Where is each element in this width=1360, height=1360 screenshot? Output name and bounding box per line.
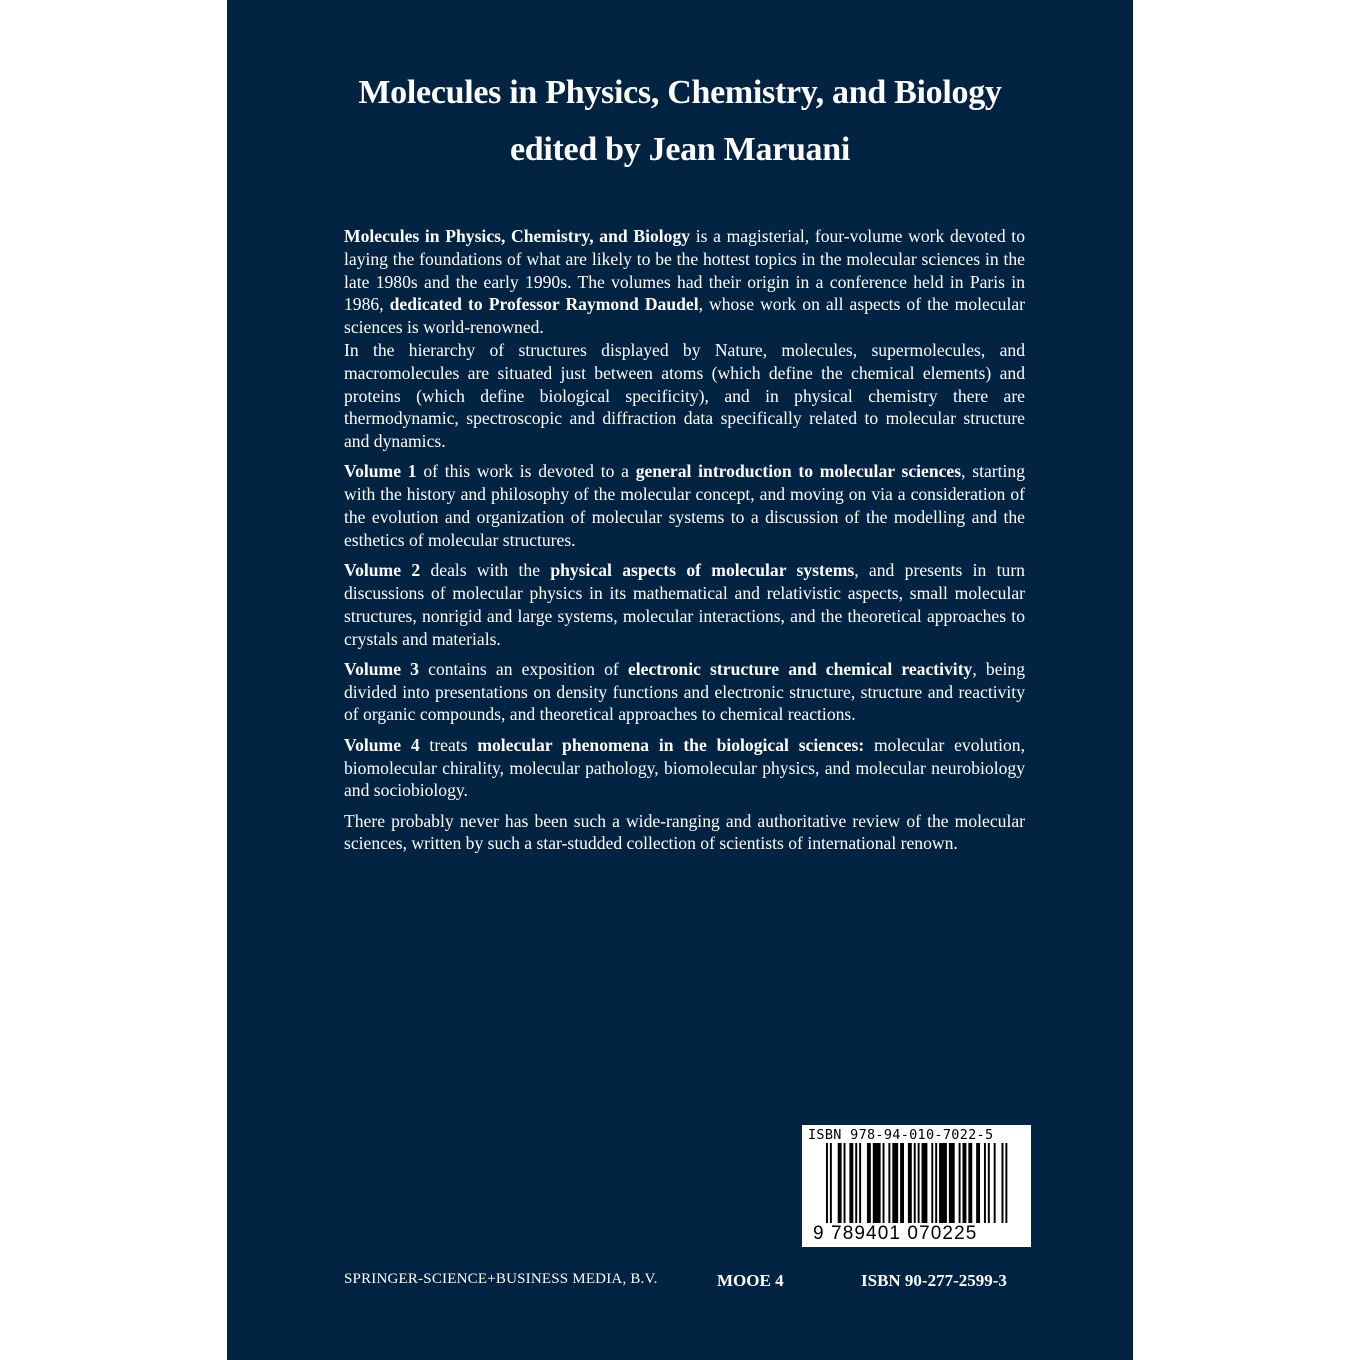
volume-2-label: Volume 2 — [344, 560, 421, 581]
barcode-stripe — [914, 1143, 916, 1223]
volume-1-label: Volume 1 — [344, 461, 417, 482]
intro-lead: Molecules in Physics, Chemistry, and Biology — [344, 226, 691, 246]
volume-4-paragraph — [344, 734, 1025, 802]
volume-4-label: Volume 4 — [344, 734, 420, 755]
publisher-name: SPRINGER-SCIENCE+BUSINESS MEDIA, B.V. — [344, 1271, 658, 1287]
volume-4-topic: molecular phenomena in the biological sciences: — [477, 734, 865, 755]
volume-3-paragraph — [344, 658, 1025, 726]
description-body — [344, 225, 1025, 863]
barcode-stripe — [988, 1143, 990, 1223]
intro-dedication: dedicated to Professor Raymond Daudel — [389, 294, 699, 315]
barcode-stripe — [838, 1143, 842, 1223]
volume-3-text-a: contains an exposition of — [418, 658, 628, 679]
barcode-digits: 9 789401 070225 — [810, 1223, 980, 1245]
barcode-stripe — [883, 1143, 885, 1223]
barcode-isbn-label: ISBN 978-94-010-7022-5 — [808, 1127, 994, 1143]
volume-2-paragraph — [344, 559, 1025, 650]
barcode-stripe — [1005, 1143, 1007, 1223]
barcode-stripe — [918, 1143, 920, 1223]
barcode-stripe — [900, 1143, 904, 1223]
barcode-stripe — [963, 1143, 967, 1223]
barcode-stripe — [994, 1143, 996, 1223]
barcode-stripe — [976, 1143, 980, 1223]
volume-1-text-b: , starting with the history and philosophy of the molecular concept, and moving on via a consideration of the evolution and organization of molecular systems to a discussion of the modelling and the esthetics of molecular structures. — [344, 461, 1026, 550]
barcode-stripe — [939, 1143, 947, 1223]
barcode-stripe — [826, 1143, 828, 1223]
volume-2-topic: physical aspects of molecular systems — [550, 560, 855, 581]
volume-3-label: Volume 3 — [344, 658, 419, 679]
hierarchy-paragraph: In the hierarchy of structures displayed by Nature, molecules, supermolecules, and macromolecules are situated just between atoms (which define the chemical elements) and proteins (which define biological specificity), and in physical chemistry there are thermodynamic, spectroscopic and diffraction data specifically related to molecular structure and dynamics. — [344, 339, 1025, 452]
barcode-stripe — [1002, 1143, 1004, 1223]
volume-1-topic: general introduction to molecular sciences — [635, 461, 962, 482]
series-code: MOOE 4 — [717, 1271, 784, 1290]
book-title: Molecules in Physics, Chemistry, and Biology — [358, 74, 1002, 111]
barcode-stripe — [849, 1143, 853, 1223]
barcode-stripe — [949, 1143, 955, 1223]
intro-paragraph — [344, 225, 1025, 339]
closing-paragraph: There probably never has been such a wide-ranging and authoritative review of the molecular sciences, written by such a star-studded collection of scientists of international renown. — [344, 810, 1025, 854]
barcode — [802, 1125, 1031, 1247]
barcode-stripe — [959, 1143, 961, 1223]
barcode-stripe — [892, 1143, 898, 1223]
barcode-stripe — [984, 1143, 986, 1223]
barcode-stripe — [968, 1143, 972, 1223]
volume-2-text-b: , and presents in turn discussions of molecular physics in its mathematical and relativistic aspects, small molecular structures, nonrigid and large systems, molecular interactions, and the theoretical approaches to crystals and materials. — [344, 560, 1025, 649]
intro-text-b: , whose work on all aspects of the molecular sciences is world-renowned. — [344, 294, 1025, 338]
barcode-stripe — [888, 1143, 890, 1223]
barcode-stripe — [935, 1143, 937, 1223]
volume-1-paragraph — [344, 460, 1025, 551]
volume-3-topic: electronic structure and chemical reactivity — [627, 658, 973, 679]
barcode-stripe — [873, 1143, 881, 1223]
barcode-stripe — [830, 1143, 832, 1223]
volume-2-text-a: deals with the — [420, 560, 551, 581]
barcode-stripe — [855, 1143, 857, 1223]
volume-4-text-b: molecular evolution, biomolecular chirality, molecular pathology, biomolecular physics, and molecular neurobiology and sociobiology. — [344, 734, 1025, 801]
volume-4-text-a: treats — [419, 734, 478, 755]
intro-text-a: is a magisterial, four-volume work devoted to laying the foundations of what are likely to be the hottest topics in the molecular sciences in the late 1980s and the early 1990s. The volumes had their origin in a conference held in Paris in 1986, — [344, 226, 1025, 315]
back-cover — [227, 0, 1133, 1360]
barcode-stripe — [859, 1143, 861, 1223]
barcode-stripe — [931, 1143, 933, 1223]
volume-3-text-b: , being divided into presentations on density functions and electronic structure, structure and reactivity of organic compounds, and theoretical approaches to chemical reactions. — [344, 658, 1025, 725]
isbn-number: ISBN 90-277-2599-3 — [861, 1271, 1007, 1290]
barcode-stripe — [844, 1143, 846, 1223]
volume-1-text-a: of this work is devoted to a — [416, 461, 636, 482]
barcode-stripe — [908, 1143, 912, 1223]
barcode-stripe — [867, 1143, 871, 1223]
barcode-stripe — [922, 1143, 928, 1223]
editor-line: edited by Jean Maruani — [509, 131, 851, 168]
